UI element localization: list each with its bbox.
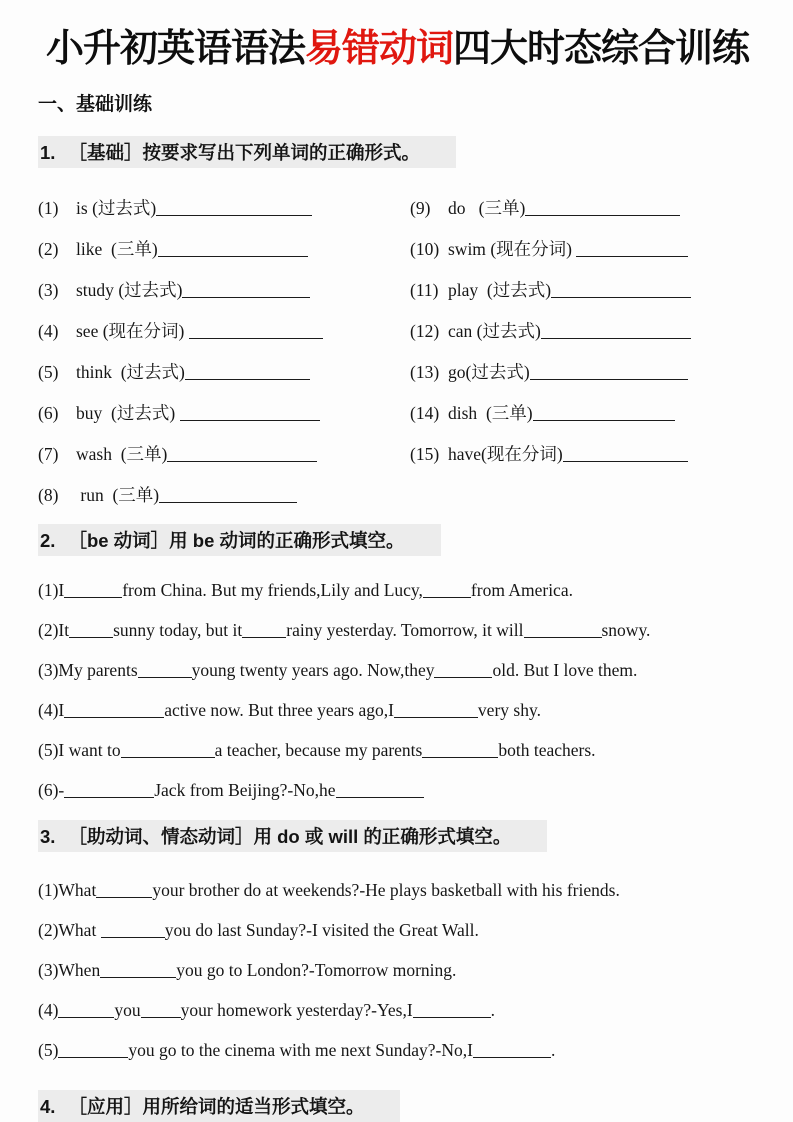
sentence-text: . xyxy=(490,1000,496,1021)
sentence-number: (5) xyxy=(38,740,59,761)
word-item-word: have xyxy=(448,444,482,465)
fill-blank xyxy=(525,201,680,216)
sentence-number: (4) xyxy=(38,700,59,721)
sentence-number: (1) xyxy=(38,580,59,601)
word-item-word: wash xyxy=(76,444,112,465)
word-item xyxy=(38,270,410,311)
fill-blank xyxy=(158,242,308,257)
fill-in-sentence xyxy=(38,990,757,1030)
exercise4-label: ［应用］用所给词的适当形式填空。 xyxy=(68,1096,365,1118)
fill-in-sentence xyxy=(38,690,757,730)
word-item-number: (1) xyxy=(38,198,59,219)
fill-blank xyxy=(138,663,192,678)
sentence-text: very shy. xyxy=(477,700,541,721)
fill-blank xyxy=(58,1003,114,1018)
fill-in-sentence xyxy=(38,570,757,610)
word-item-form-hint: (三单) xyxy=(103,485,160,506)
fill-blank xyxy=(413,1003,491,1018)
section-heading: 一、基础训练 xyxy=(38,94,153,116)
fill-blank xyxy=(473,1043,551,1058)
fill-blank xyxy=(336,783,424,798)
fill-in-sentence xyxy=(38,610,757,650)
fill-in-sentence xyxy=(38,910,757,950)
page-title xyxy=(38,24,757,75)
fill-in-sentence xyxy=(38,770,757,810)
word-item-form-hint: (过去式) xyxy=(465,362,530,383)
fill-blank xyxy=(64,783,154,798)
word-item-number: (2) xyxy=(38,239,59,260)
word-item-word: study xyxy=(76,280,114,301)
sentence-text: your homework yesterday?-Yes,I xyxy=(180,1000,413,1021)
word-item-form-hint: (现在分词) xyxy=(98,321,189,342)
sentence-number: (5) xyxy=(38,1040,59,1061)
exercise1-word-list xyxy=(38,188,757,516)
fill-blank xyxy=(434,663,492,678)
sentence-text: I want to xyxy=(58,740,121,761)
word-item-form-hint: (现在分词) xyxy=(485,239,577,260)
sentence-text: It xyxy=(58,620,70,641)
word-item-number: (14) xyxy=(410,403,440,424)
sentence-text: sunny today, but it xyxy=(113,620,243,641)
sentence-text: your brother do at weekends?-He plays basketball with his friends. xyxy=(152,880,620,901)
word-item-form-hint: (三单) xyxy=(477,403,533,424)
exercise4-heading xyxy=(38,1090,400,1122)
sentence-text: young twenty years ago. Now,they xyxy=(191,660,435,681)
word-item xyxy=(410,393,757,434)
word-item-number: (4) xyxy=(38,321,59,342)
exercise3-heading xyxy=(38,820,547,852)
fill-blank xyxy=(563,447,688,462)
word-item-word: play xyxy=(448,280,479,301)
fill-blank xyxy=(530,365,688,380)
sentence-number: (3) xyxy=(38,960,59,981)
word-item xyxy=(38,393,410,434)
sentence-text: snowy. xyxy=(601,620,651,641)
fill-blank xyxy=(100,963,176,978)
word-item-number: (12) xyxy=(410,321,440,342)
fill-blank xyxy=(141,1003,181,1018)
fill-blank xyxy=(121,743,215,758)
word-item-word: is xyxy=(76,198,88,219)
exercise1-label: ［基础］按要求写出下列单词的正确形式。 xyxy=(68,142,420,164)
word-item-form-hint: (过去式) xyxy=(87,198,157,219)
word-item-word: think xyxy=(76,362,112,383)
fill-blank xyxy=(551,283,691,298)
word-item-form-hint: (三单) xyxy=(465,198,526,219)
fill-blank xyxy=(64,583,122,598)
word-item-word: go xyxy=(448,362,466,383)
exercise2-heading xyxy=(38,524,441,556)
fill-blank xyxy=(541,324,691,339)
word-item-word: see xyxy=(76,321,99,342)
title-part1: 小升初英语语法 xyxy=(45,28,305,70)
fill-blank xyxy=(96,883,152,898)
fill-in-sentence xyxy=(38,730,757,770)
sentence-text: - xyxy=(58,780,65,801)
word-item-word: can xyxy=(448,321,473,342)
sentence-text: Jack from Beijing?-No,he xyxy=(154,780,336,801)
fill-blank xyxy=(533,406,675,421)
sentence-text: you xyxy=(114,1000,141,1021)
fill-blank xyxy=(524,623,602,638)
word-item xyxy=(410,434,757,475)
sentence-text: from China. But my friends,Lily and Lucy, xyxy=(122,580,423,601)
fill-blank xyxy=(101,923,165,938)
exercise1-heading xyxy=(38,136,456,168)
sentence-text: What xyxy=(58,920,101,941)
sentence-text: When xyxy=(58,960,101,981)
fill-blank xyxy=(167,447,317,462)
sentence-text: I xyxy=(58,580,65,601)
sentence-text: from America. xyxy=(470,580,573,601)
fill-in-sentence xyxy=(38,950,757,990)
word-item-form-hint: (三单) xyxy=(111,444,168,465)
sentence-text: you go to the cinema with me next Sunday?-No,I xyxy=(128,1040,473,1061)
word-item-number: (6) xyxy=(38,403,59,424)
fill-blank xyxy=(58,1043,128,1058)
word-item xyxy=(410,352,757,393)
word-item-word: like xyxy=(76,239,103,260)
sentence-number: (2) xyxy=(38,620,59,641)
fill-blank xyxy=(156,201,312,216)
title-part2: 四大时态综合训练 xyxy=(453,28,750,70)
word-item-form-hint: (过去式) xyxy=(472,321,541,342)
word-item xyxy=(410,229,757,270)
sentence-text: What xyxy=(58,880,97,901)
fill-in-sentence xyxy=(38,650,757,690)
sentence-text: rainy yesterday. Tomorrow, it will xyxy=(286,620,524,641)
fill-blank xyxy=(185,365,310,380)
word-item-number: (11) xyxy=(410,280,439,301)
sentence-number: (1) xyxy=(38,880,59,901)
word-item-number: (8) xyxy=(38,485,59,506)
word-item-form-hint: (过去式) xyxy=(113,280,183,301)
word-item-form-hint: (过去式) xyxy=(111,362,185,383)
word-item xyxy=(38,311,410,352)
word-item-word: do xyxy=(448,198,466,219)
sentence-text: a teacher, because my parents xyxy=(214,740,423,761)
fill-blank xyxy=(69,623,113,638)
word-list-right-column xyxy=(410,188,757,516)
exercise2-number: 2. xyxy=(40,530,56,552)
word-item xyxy=(38,229,410,270)
fill-in-sentence xyxy=(38,870,757,910)
word-item-form-hint: (过去式) xyxy=(478,280,552,301)
fill-blank xyxy=(180,406,320,421)
fill-blank xyxy=(182,283,310,298)
word-item-number: (10) xyxy=(410,239,440,260)
word-list-left-column xyxy=(38,188,410,516)
word-item xyxy=(410,270,757,311)
fill-blank xyxy=(189,324,323,339)
exercise3-label: ［助动词、情态动词］用 do 或 will 的正确形式填空。 xyxy=(68,826,512,848)
exercise1-number: 1. xyxy=(40,142,56,164)
fill-in-sentence xyxy=(38,1030,757,1070)
word-item-word: swim xyxy=(448,239,486,260)
sentence-text: My parents xyxy=(58,660,138,681)
word-item xyxy=(38,434,410,475)
sentence-text: you go to London?-Tomorrow morning. xyxy=(176,960,457,981)
sentence-number: (4) xyxy=(38,1000,59,1021)
sentence-text: active now. But three years ago,I xyxy=(164,700,394,721)
word-item xyxy=(38,188,410,229)
word-item-number: (9) xyxy=(410,198,431,219)
fill-blank xyxy=(394,703,478,718)
sentence-number: (2) xyxy=(38,920,59,941)
word-item-number: (15) xyxy=(410,444,440,465)
word-item-form-hint: (过去式) xyxy=(102,403,180,424)
fill-blank xyxy=(422,743,498,758)
exercise4-number: 4. xyxy=(40,1096,56,1118)
word-item-number: (5) xyxy=(38,362,59,383)
word-item-number: (7) xyxy=(38,444,59,465)
sentence-text: old. But I love them. xyxy=(492,660,638,681)
word-item xyxy=(38,475,410,516)
sentence-text: I xyxy=(58,700,65,721)
exercise2-items xyxy=(38,570,757,810)
word-item xyxy=(38,352,410,393)
word-item-word: buy xyxy=(76,403,103,424)
exercise3-items xyxy=(38,870,757,1070)
exercise2-label: ［be 动词］用 be 动词的正确形式填空。 xyxy=(68,530,405,552)
word-item xyxy=(410,188,757,229)
fill-blank xyxy=(242,623,286,638)
sentence-text: both teachers. xyxy=(498,740,596,761)
word-item xyxy=(410,311,757,352)
exercise3-number: 3. xyxy=(40,826,56,848)
fill-blank xyxy=(64,703,164,718)
word-item-form-hint: (现在分词) xyxy=(481,444,563,465)
word-item-number: (3) xyxy=(38,280,59,301)
sentence-number: (3) xyxy=(38,660,59,681)
word-item-form-hint: (三单) xyxy=(102,239,158,260)
title-accent: 易错动词 xyxy=(304,28,453,70)
fill-blank xyxy=(576,242,688,257)
fill-blank xyxy=(423,583,471,598)
fill-blank xyxy=(159,488,297,503)
word-item-number: (13) xyxy=(410,362,440,383)
sentence-number: (6) xyxy=(38,780,59,801)
sentence-text: you do last Sunday?-I visited the Great Wall. xyxy=(164,920,479,941)
word-item-word: dish xyxy=(448,403,478,424)
word-item-word: run xyxy=(76,485,104,506)
sentence-text: . xyxy=(550,1040,556,1061)
